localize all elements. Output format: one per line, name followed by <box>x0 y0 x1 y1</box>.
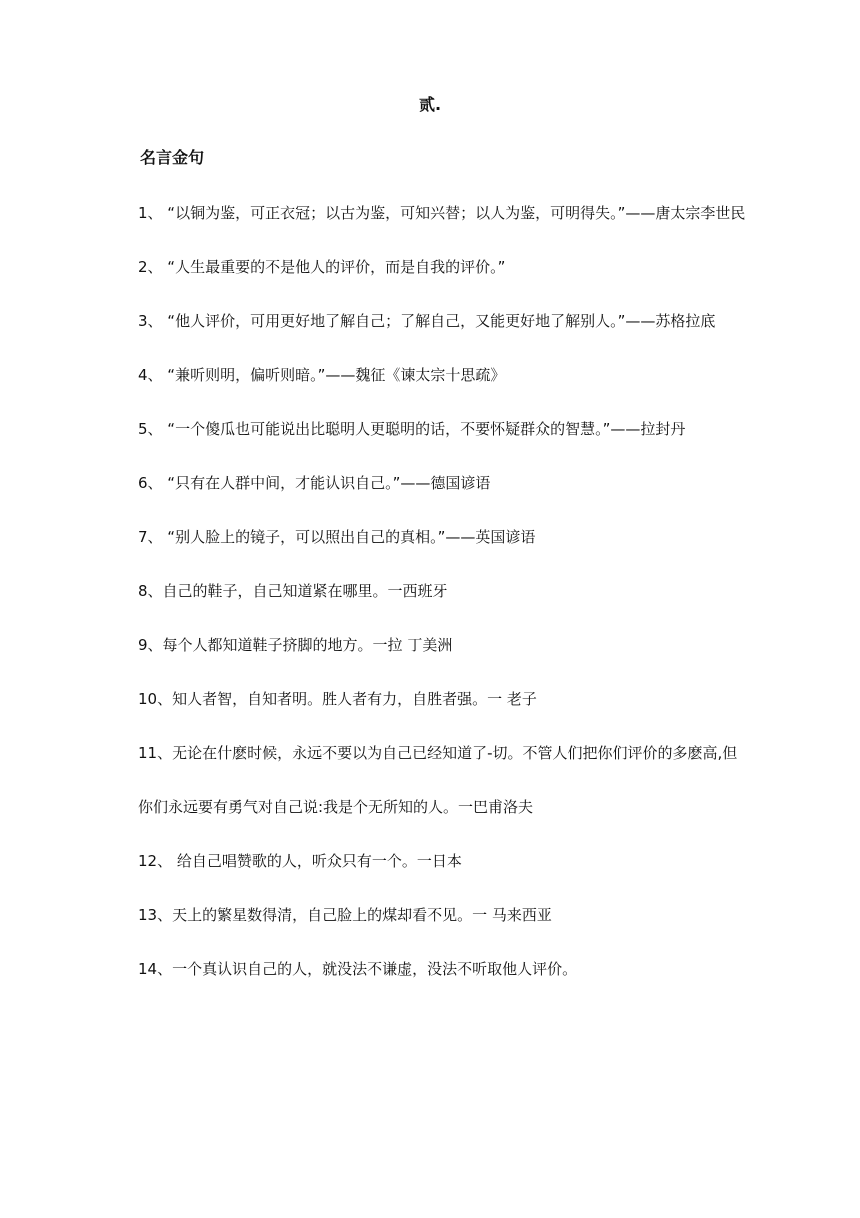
quote-item-13: 13、天上的繁星数得清，自己脸上的煤却看不见。一 马来西亚 <box>138 906 552 924</box>
quote-item-3: 3、 “他人评价，可用更好地了解自己；了解自己，又能更好地了解别人。”——苏格拉底 <box>138 312 716 330</box>
quote-item-5: 5、 “一个傻瓜也可能说出比聪明人更聪明的话，不要怀疑群众的智慧。”——拉封丹 <box>138 420 686 438</box>
quote-item-9: 9、每个人都知道鞋子挤脚的地方。一拉 丁美洲 <box>138 636 453 654</box>
quote-item-12: 12、 给自己唱赞歌的人，听众只有一个。一日本 <box>138 852 462 870</box>
quote-item-6: 6、 “只有在人群中间，才能认识自己。”——德国谚语 <box>138 474 491 492</box>
page-heading: 贰. <box>418 95 442 114</box>
quote-item-8: 8、自己的鞋子，自己知道紧在哪里。一西班牙 <box>138 582 448 600</box>
quote-item-2: 2、 “人生最重要的不是他人的评价，而是自我的评价。” <box>138 258 506 276</box>
quote-item-4: 4、 “兼听则明，偏听则暗。”——魏征《谏太宗十思疏》 <box>138 366 506 384</box>
quote-item-11: 11、无论在什麽时候，永远不要以为自己已经知道了-切。不管人们把你们评价的多麽高,但 <box>138 744 738 762</box>
quote-item-14: 14、一个真认识自己的人，就没法不谦虚，没法不听取他人评价。 <box>138 960 578 978</box>
quote-item-1: 1、 “以铜为鉴，可正衣冠；以古为鉴，可知兴替；以人为鉴，可明得失。”——唐太宗李世民 <box>138 204 746 222</box>
quote-item-10: 10、知人者智，自知者明。胜人者有力，自胜者强。一 老子 <box>138 690 537 708</box>
quote-item-11-continuation: 你们永远要有勇气对自己说:我是个无所知的人。一巴甫洛夫 <box>138 798 534 816</box>
quote-item-7: 7、 “别人脸上的镜子，可以照出自己的真相。”——英国谚语 <box>138 528 536 546</box>
quote-list <box>106 198 756 1008</box>
section-title: 名言金句 <box>140 148 205 167</box>
